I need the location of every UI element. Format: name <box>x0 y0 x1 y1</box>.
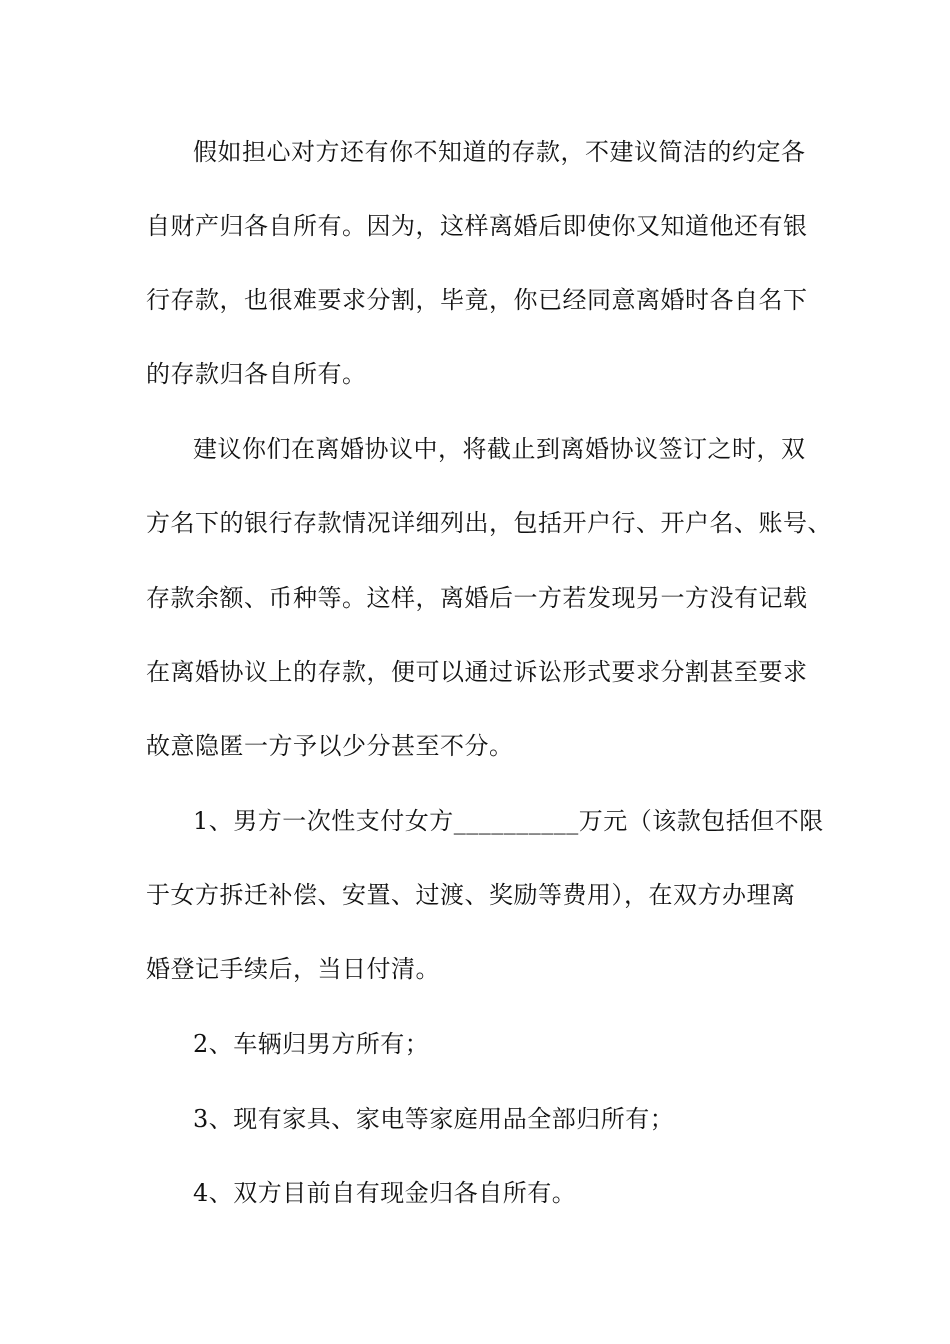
paragraph-2-line-4: 在离婚协议上的存款，便可以通过诉讼形式要求分割甚至要求 <box>146 658 808 686</box>
paragraph-1-line-4: 的存款归各自所有。 <box>146 360 367 388</box>
clause-3: 3、现有家具、家电等家庭用品全部归所有； <box>193 1105 675 1133</box>
paragraph-2-line-1: 建议你们在离婚协议中，将截止到离婚协议签订之时，双 <box>193 435 806 463</box>
paragraph-1-line-2: 自财产归各自所有。因为，这样离婚后即使你又知道他还有银 <box>146 212 808 240</box>
clause-4: 4、双方目前自有现金归各自所有。 <box>193 1179 577 1207</box>
clause-1-line-2: 于女方拆迁补偿、安置、过渡、奖励等费用），在双方办理离 <box>146 881 796 909</box>
paragraph-1-line-1: 假如担心对方还有你不知道的存款，不建议简洁的约定各 <box>193 138 806 166</box>
clause-1-line-3: 婚登记手续后，当日付清。 <box>146 955 440 983</box>
clause-1-line-1: 1、男方一次性支付女方__________万元（该款包括但不限 <box>193 807 824 835</box>
paragraph-2-line-2: 方名下的银行存款情况详细列出，包括开户行、开户名、账号、 <box>146 509 832 537</box>
paragraph-2-line-3: 存款余额、币种等。这样，离婚后一方若发现另一方没有记载 <box>146 584 808 612</box>
paragraph-2-line-5: 故意隐匿一方予以少分甚至不分。 <box>146 732 514 760</box>
clause-2: 2、车辆归男方所有； <box>193 1030 430 1058</box>
paragraph-1-line-3: 行存款，也很难要求分割，毕竟，你已经同意离婚时各自名下 <box>146 286 808 314</box>
